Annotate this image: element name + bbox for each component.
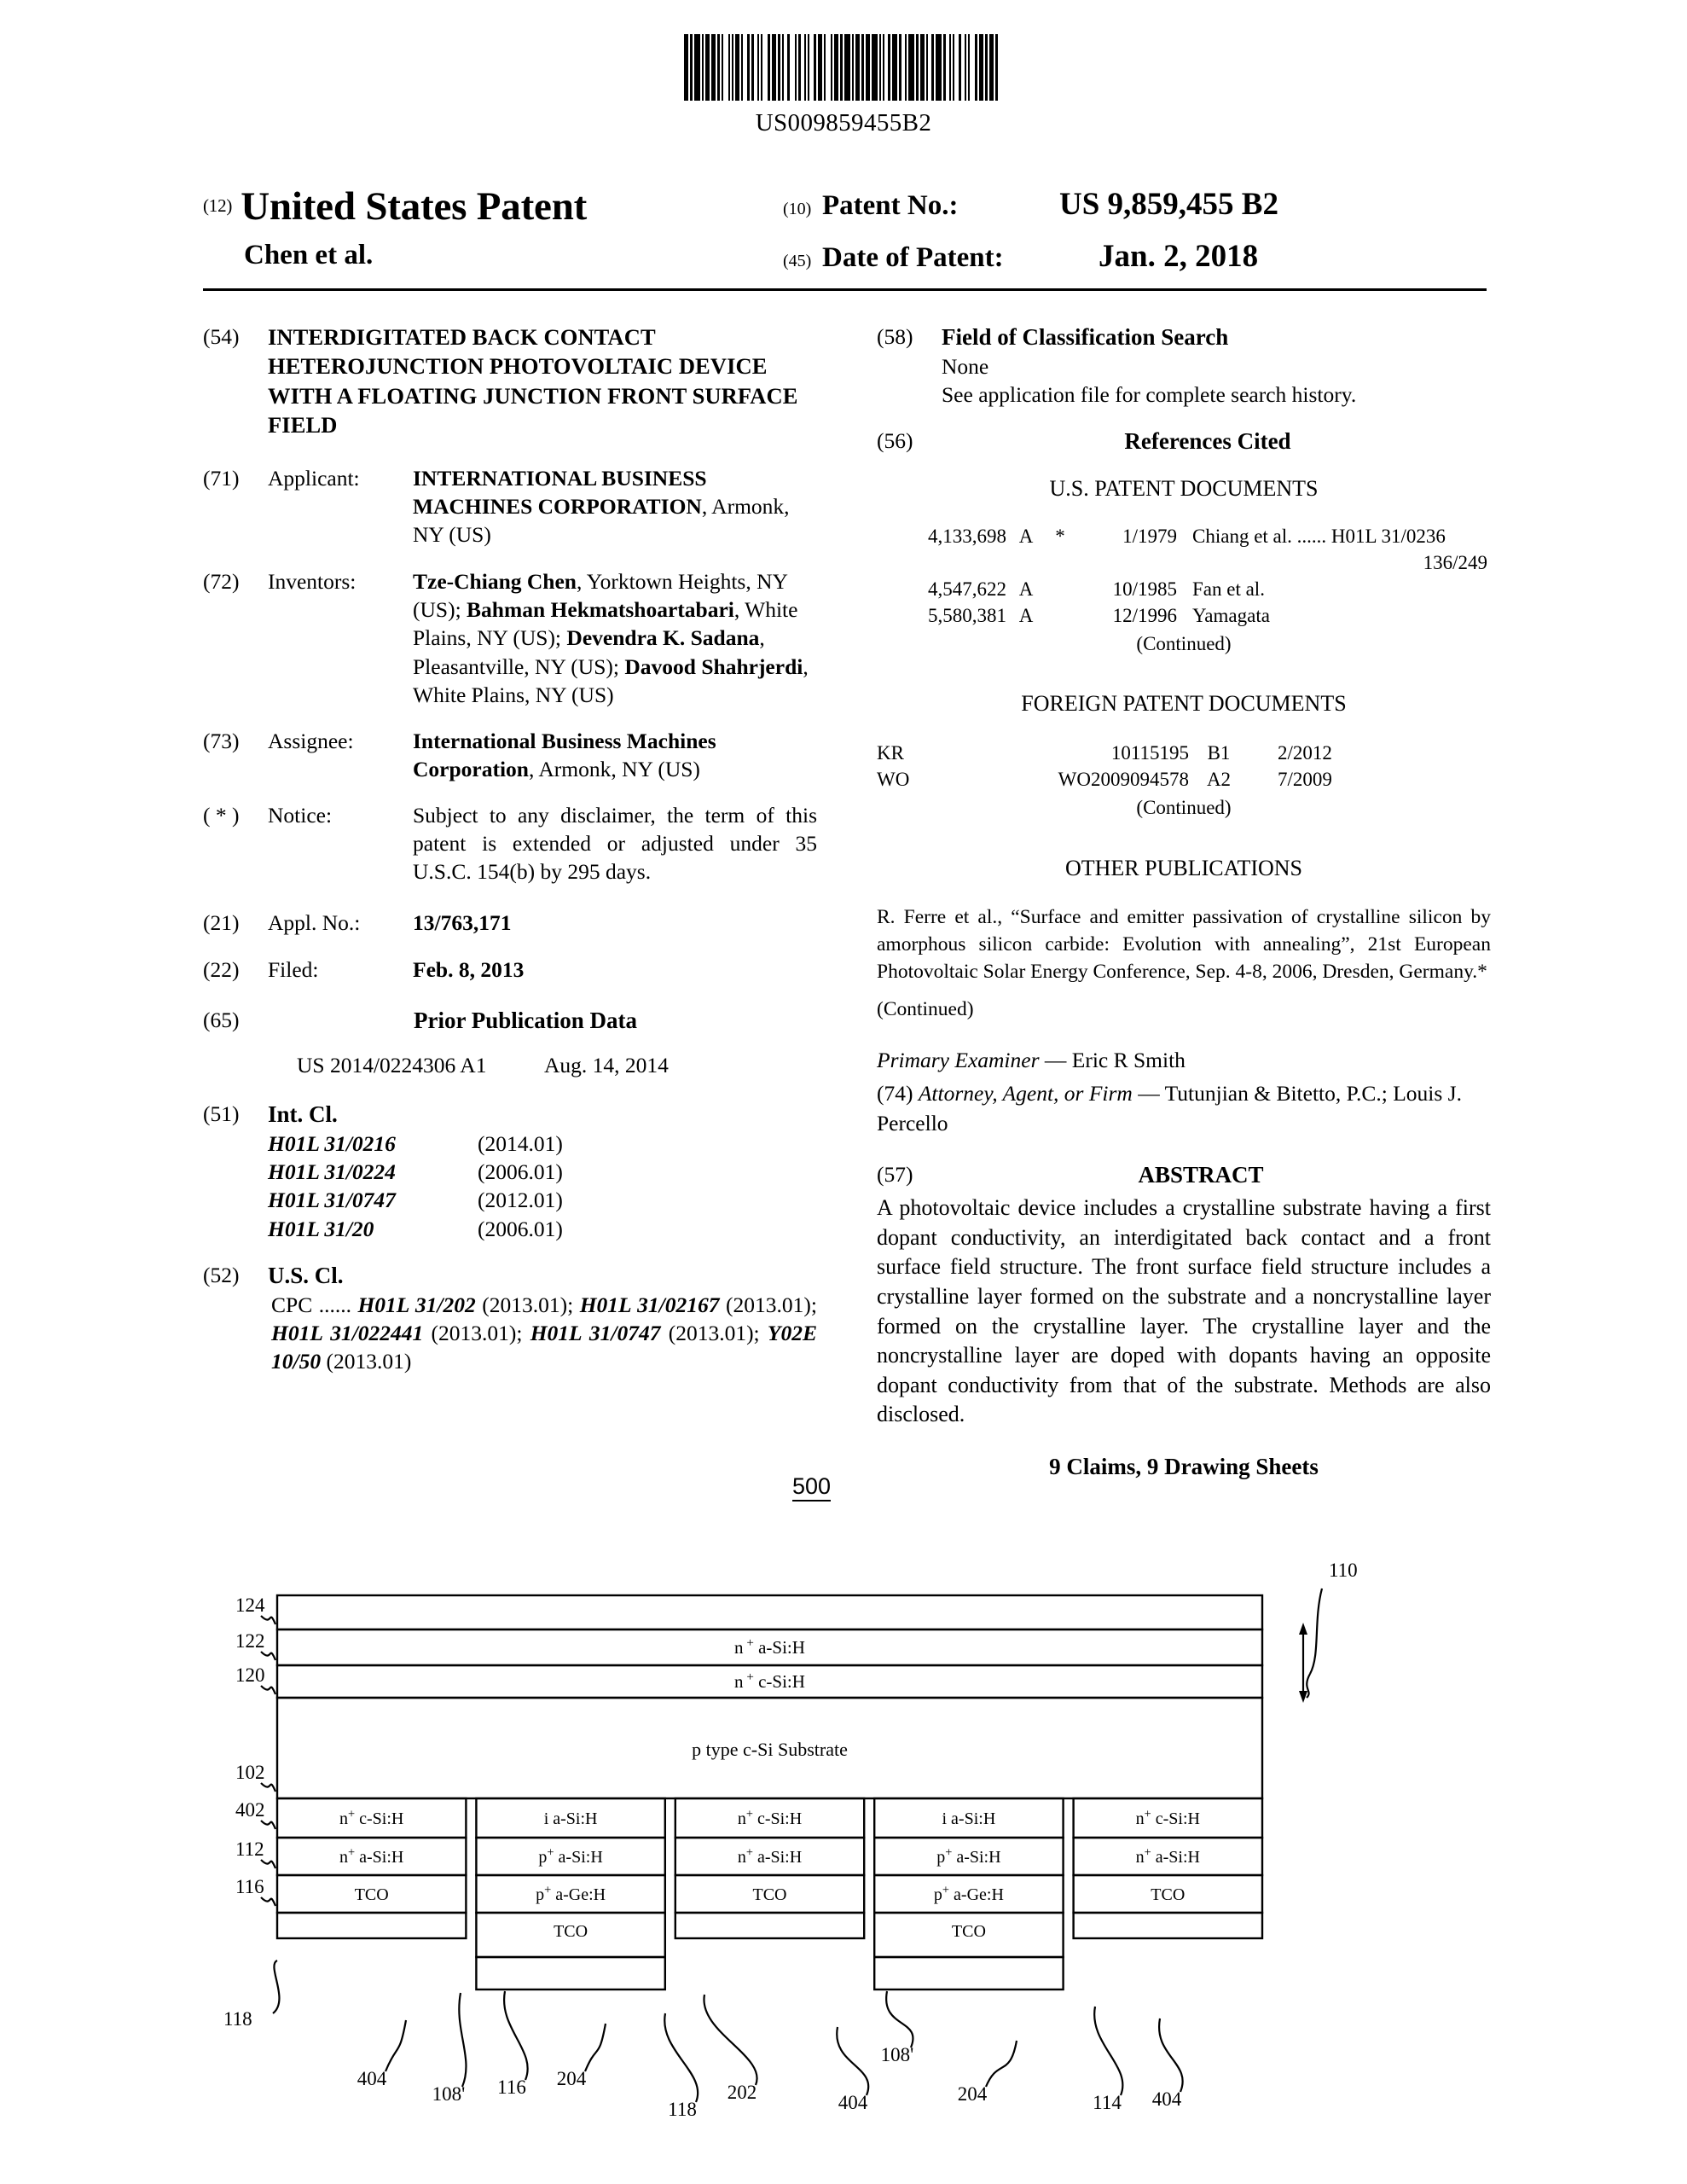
svg-text:n+ a-Si:H: n+ a-Si:H: [737, 1845, 803, 1867]
field-appl-no: [203, 909, 817, 937]
assignee-label: Assignee:: [268, 728, 354, 753]
patent-no-value: US 9,859,455 B2: [1059, 187, 1278, 222]
code-71: (71): [203, 465, 240, 491]
foreign-patent-documents-heading: FOREIGN PATENT DOCUMENTS: [1021, 691, 1347, 717]
code-52: (52): [203, 1262, 240, 1287]
continued-1: (Continued): [1136, 632, 1232, 654]
cpc-version: (2013.01);: [660, 1320, 768, 1345]
barcode-image: [684, 34, 1003, 101]
field-prior-publication: [203, 1006, 817, 1079]
svg-text:118: 118: [223, 2008, 252, 2030]
inventor-location: , Yorktown Heights, NY (US);: [413, 569, 787, 623]
cpc-class: H01L 31/02167: [579, 1292, 720, 1317]
prior-publication-heading: Prior Publication Data: [414, 1007, 637, 1033]
svg-text:i a-Si:H: i a-Si:H: [942, 1809, 996, 1828]
int-cl-version: (2006.01): [478, 1216, 563, 1241]
ref-date: 1/1979: [1122, 526, 1177, 548]
svg-text:118: 118: [668, 2099, 697, 2120]
field-title: [203, 322, 817, 440]
figure-500-diagram: [205, 1561, 1484, 2158]
svg-text:TCO: TCO: [951, 1922, 986, 1941]
svg-text:p+ a-Ge:H: p+ a-Ge:H: [536, 1883, 606, 1904]
svg-text:204: 204: [957, 2083, 988, 2105]
foreign-number: 10115195: [1110, 742, 1189, 764]
field-int-cl: [203, 1100, 817, 1243]
ref-number: 5,580,381: [928, 604, 1006, 626]
svg-text:110: 110: [1329, 1561, 1358, 1581]
bibliographic-columns: [203, 322, 1491, 1482]
cpc-prefix: CPC ......: [271, 1292, 358, 1317]
cpc-version: (2013.01);: [423, 1320, 530, 1345]
continued-3: (Continued): [877, 998, 974, 1021]
us-patent-documents-heading: U.S. PATENT DOCUMENTS: [1049, 476, 1319, 502]
int-cl-row: [268, 1130, 817, 1158]
field-assignee: [203, 727, 817, 783]
ref-kind: A: [1018, 578, 1034, 600]
patent-no-code: (10): [783, 200, 812, 218]
barcode-number: US009859455B2: [755, 109, 932, 136]
svg-text:404: 404: [1151, 2088, 1182, 2110]
notice-text: Subject to any disclaimer, the term of this patent is extended or adjusted under 35 U.S.C. 154(b) by 295 days.: [413, 803, 817, 885]
code-72: (72): [203, 569, 240, 595]
filed-label: Filed:: [268, 956, 319, 982]
ref-name: Yamagata: [1192, 604, 1270, 626]
code-51: (51): [203, 1101, 240, 1127]
code-56: (56): [877, 428, 913, 454]
field-filed: [203, 956, 817, 984]
svg-text:n+ c-Si:H: n+ c-Si:H: [737, 1807, 803, 1828]
ref-star: [1046, 603, 1075, 630]
us-patent-documents-table: [877, 524, 1491, 629]
united-states-patent-text: United States Patent: [241, 184, 588, 229]
svg-text:404: 404: [357, 2068, 387, 2089]
code-58: (58): [877, 324, 913, 349]
inventor-location: , Pleasantville, NY (US);: [413, 625, 765, 679]
field-references-cited: [877, 427, 1491, 456]
foreign-country: WO: [877, 768, 910, 790]
svg-text:TCO: TCO: [752, 1885, 787, 1904]
int-cl-class: H01L 31/0747: [268, 1188, 396, 1213]
svg-text:p+ a-Si:H: p+ a-Si:H: [936, 1845, 1001, 1867]
table-row: [877, 741, 1491, 767]
code-54: (54): [203, 324, 240, 349]
int-cl-row: [268, 1158, 817, 1186]
code-65: (65): [203, 1007, 240, 1032]
primary-examiner-value: — Eric R Smith: [1039, 1048, 1186, 1073]
references-cited-heading: References Cited: [1124, 428, 1291, 455]
svg-text:n + a-Si:H: n + a-Si:H: [734, 1636, 805, 1658]
inventor-name: Devendra K. Sadana: [566, 625, 760, 651]
date-code: (45): [783, 252, 812, 270]
field-notice: [203, 801, 817, 886]
int-cl-class: H01L 31/20: [268, 1216, 374, 1241]
header-divider: [203, 288, 1487, 291]
int-cl-heading: Int. Cl.: [268, 1101, 338, 1128]
code-57: (57): [877, 1162, 913, 1188]
foreign-kind: B1: [1207, 742, 1231, 764]
assignee-name: International Business Machines Corporation: [413, 728, 716, 782]
patent-number-row: [783, 186, 1487, 223]
invention-title: INTERDIGITATED BACK CONTACT HETEROJUNCTION PHOTOVOLTAIC DEVICE WITH A FLOATING JUNCTION FRONT SURFACE FIELD: [268, 324, 798, 439]
ref-subclass: 136/249: [1423, 552, 1487, 574]
svg-text:p type c-Si Substrate: p type c-Si Substrate: [692, 1739, 848, 1760]
svg-text:i a-Si:H: i a-Si:H: [543, 1809, 598, 1828]
foreign-kind: A2: [1206, 768, 1232, 790]
prior-publication-row: [268, 1051, 817, 1079]
attorney-value: — Tutunjian & Bitetto, P.C.; Louis J. Percello: [877, 1080, 1462, 1136]
foreign-number: WO2009094578: [1058, 768, 1189, 790]
code-star: ( * ): [203, 803, 240, 828]
svg-text:TCO: TCO: [554, 1922, 588, 1941]
int-cl-row: [268, 1215, 817, 1243]
svg-text:n+ c-Si:H: n+ c-Si:H: [339, 1807, 404, 1828]
inventors-label: Inventors:: [268, 569, 357, 595]
svg-text:n+ c-Si:H: n+ c-Si:H: [1135, 1807, 1200, 1828]
filed-value: Feb. 8, 2013: [413, 956, 525, 982]
claims-sheets-line: 9 Claims, 9 Drawing Sheets: [1049, 1453, 1319, 1479]
svg-text:TCO: TCO: [1151, 1885, 1186, 1904]
cpc-version: (2013.01);: [719, 1292, 817, 1317]
barcode-area: [0, 34, 1687, 137]
svg-text:p+ a-Si:H: p+ a-Si:H: [538, 1845, 603, 1867]
appl-no-value: 13/763,171: [413, 909, 512, 935]
inventor-name: Tze-Chiang Chen: [413, 569, 577, 595]
ref-kind: A: [1018, 526, 1034, 548]
title-block: [203, 186, 1487, 275]
field-classification-search: [877, 322, 1491, 409]
code-21: (21): [203, 909, 240, 935]
abstract-heading: ABSTRACT: [1138, 1162, 1264, 1188]
prior-publication-date: Aug. 14, 2014: [544, 1052, 669, 1077]
primary-examiner-label: Primary Examiner: [877, 1048, 1040, 1073]
kind-code-12: (12): [203, 195, 233, 216]
prior-publication-number: US 2014/0224306 A1: [297, 1052, 487, 1077]
table-row: [877, 767, 1491, 793]
table-row: [877, 524, 1491, 550]
cpc-version: (2013.01): [321, 1349, 412, 1374]
cpc-class: H01L 31/0747: [530, 1320, 661, 1345]
fcs-none: None: [942, 354, 989, 380]
svg-text:TCO: TCO: [354, 1885, 389, 1904]
ref-number: 4,547,622: [928, 578, 1006, 600]
svg-text:122: 122: [235, 1630, 265, 1652]
table-row: [877, 603, 1491, 630]
svg-text:402: 402: [235, 1799, 265, 1821]
assignee-address: , Armonk, NY (US): [529, 757, 700, 782]
svg-text:108': 108': [880, 2044, 914, 2065]
patent-date-row: [783, 238, 1487, 275]
ref-star: [1046, 577, 1075, 603]
us-cl-heading: U.S. Cl.: [268, 1262, 344, 1288]
right-column: [877, 322, 1491, 1482]
inventor-name: Davood Shahrjerdi: [624, 653, 803, 679]
svg-text:116: 116: [235, 1876, 264, 1897]
ref-star: *: [1055, 526, 1065, 548]
int-cl-row: [268, 1186, 817, 1214]
cpc-class: H01L 31/022441: [271, 1320, 424, 1345]
int-cl-class: H01L 31/0224: [268, 1159, 396, 1185]
int-cl-version: (2012.01): [478, 1188, 563, 1213]
svg-text:124: 124: [235, 1594, 265, 1616]
svg-text:120: 120: [235, 1664, 265, 1686]
inventors-list: [413, 567, 817, 709]
date-label: Date of Patent:: [822, 242, 1004, 273]
appl-no-label: Appl. No.:: [268, 909, 361, 935]
code-73: (73): [203, 728, 240, 753]
int-cl-rows: [268, 1130, 817, 1243]
int-cl-version: (2014.01): [478, 1131, 563, 1157]
foreign-date: 7/2009: [1278, 768, 1332, 790]
other-publications-text: R. Ferre et al., “Surface and emitter passivation of crystalline silicon by amorphous silicon carbide: Evolution with annealing”, 21st European Photovoltaic Solar Energy Conference, Sep. 4-8, 2006, Dresden, Germany.*: [877, 906, 1491, 984]
field-abstract: [877, 1160, 1491, 1190]
attorney-line: [877, 1079, 1491, 1138]
foreign-patent-documents-table: [877, 741, 1491, 793]
code-22: (22): [203, 956, 240, 982]
patent-no-label: Patent No.:: [822, 190, 959, 221]
svg-text:204: 204: [556, 2068, 587, 2089]
continued-2: (Continued): [1136, 796, 1232, 818]
foreign-date: 2/2012: [1278, 742, 1332, 764]
ref-name: Chiang et al. ...... H01L 31/0236: [1192, 526, 1446, 548]
cpc-version: (2013.01);: [475, 1292, 580, 1317]
svg-text:n+ a-Si:H: n+ a-Si:H: [339, 1845, 404, 1867]
notice-label: Notice:: [268, 803, 333, 828]
foreign-country: KR: [877, 742, 904, 764]
ref-date: 12/1996: [1112, 604, 1177, 626]
applicant-address: , Armonk, NY (US): [413, 493, 790, 548]
field-inventors: [203, 567, 817, 709]
cpc-line: [268, 1291, 817, 1375]
inventor-location: , White Plains, NY (US): [413, 653, 809, 707]
figure-number-text: 500: [792, 1473, 831, 1502]
page-title: [203, 186, 783, 228]
ref-kind: A: [1018, 604, 1034, 626]
svg-text:114: 114: [1093, 2092, 1122, 2113]
svg-text:n+ a-Si:H: n+ a-Si:H: [1135, 1845, 1200, 1867]
inventor-location: , White Plains, NY (US);: [413, 597, 798, 651]
ref-date: 10/1985: [1112, 578, 1177, 600]
other-publications-heading: OTHER PUBLICATIONS: [1064, 855, 1303, 880]
int-cl-class: H01L 31/0216: [268, 1131, 396, 1157]
svg-text:102: 102: [235, 1762, 265, 1783]
ref-number: 4,133,698: [928, 526, 1006, 548]
svg-text:p+ a-Ge:H: p+ a-Ge:H: [933, 1883, 1004, 1904]
svg-text:112: 112: [235, 1838, 264, 1860]
fcs-see-history: See application file for complete search history.: [942, 382, 1357, 408]
ref-name: Fan et al.: [1192, 578, 1265, 600]
svg-text:202: 202: [727, 2082, 757, 2103]
svg-text:404: 404: [838, 2092, 868, 2113]
cpc-class: Y02E 10/50: [271, 1320, 817, 1374]
abstract-text: A photovoltaic device includes a crystalline substrate having a first dopant conductivity, an interdigitated back contact and a front surface field structure. The front surface field structure includes a crystalline layer formed on the substrate and a noncrystalline layer formed on the crystalline layer. The crystalline layer and the noncrystalline layer are doped with dopants having an opposite dopant conductivity from that of the substrate. Methods are also disclosed.: [877, 1195, 1491, 1427]
primary-examiner-line: [877, 1046, 1491, 1076]
fcs-heading: Field of Classification Search: [942, 324, 1229, 350]
field-applicant: [203, 464, 817, 549]
applicant-name: INTERNATIONAL BUSINESS MACHINES CORPORATION: [413, 465, 707, 519]
svg-text:116: 116: [497, 2077, 526, 2098]
cpc-class: H01L 31/202: [357, 1292, 476, 1317]
table-row: [877, 577, 1491, 603]
svg-text:n + c-Si:H: n + c-Si:H: [734, 1670, 805, 1692]
figure-number: [792, 1473, 831, 1500]
left-column: [203, 322, 817, 1482]
field-us-cl: [203, 1261, 817, 1376]
applicant-label: Applicant:: [268, 465, 360, 491]
int-cl-version: (2006.01): [478, 1159, 563, 1185]
svg-text:108': 108': [432, 2083, 466, 2105]
inventor-name: Bahman Hekmatshoartabari: [467, 597, 734, 623]
attorney-label: Attorney, Agent, or Firm: [918, 1080, 1133, 1106]
inventor-short-name: Chen et al.: [244, 240, 374, 271]
code-74: (74): [877, 1080, 913, 1106]
date-value: Jan. 2, 2018: [1099, 239, 1259, 274]
